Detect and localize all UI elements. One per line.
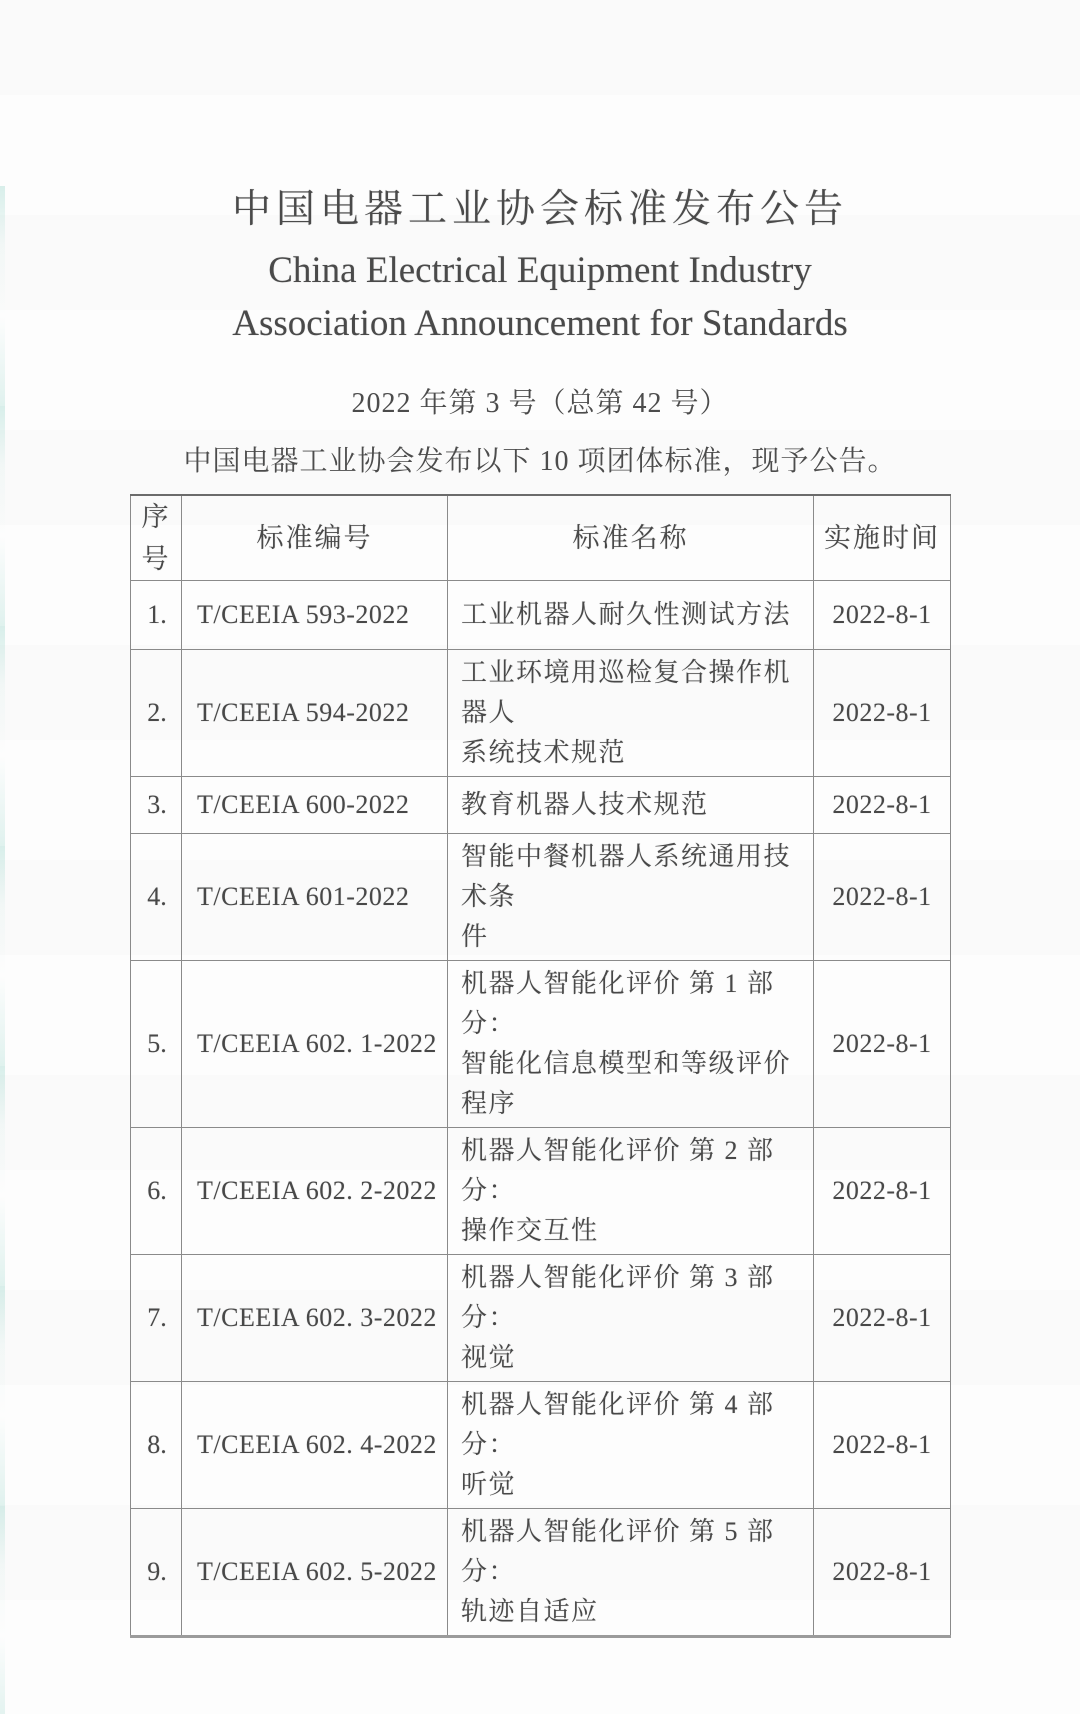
cell-standard-name: 机器人智能化评价 第 1 部分： 智能化信息模型和等级评价程序 xyxy=(448,961,814,1128)
table-row xyxy=(131,1382,951,1509)
header-cell-implementation-date: 实施时间 xyxy=(814,495,951,581)
table-row xyxy=(131,834,951,961)
cell-standard-name: 机器人智能化评价 第 2 部分： 操作交互性 xyxy=(448,1128,814,1255)
cell-implementation-date: 2022-8-1 xyxy=(814,1255,951,1382)
cell-index: 2. xyxy=(131,650,182,777)
table-row xyxy=(131,581,951,650)
document-page xyxy=(0,186,1080,1638)
cell-standard-name: 智能中餐机器人系统通用技术条 件 xyxy=(448,834,814,961)
cell-standard-code: T/CEEIA 600-2022 xyxy=(182,777,448,834)
cell-standard-code: T/CEEIA 602. 4-2022 xyxy=(182,1382,448,1509)
cell-implementation-date: 2022-8-1 xyxy=(814,1128,951,1255)
cell-implementation-date: 2022-8-1 xyxy=(814,834,951,961)
cell-standard-code: T/CEEIA 593-2022 xyxy=(182,581,448,650)
cell-implementation-date: 2022-8-1 xyxy=(814,961,951,1128)
table-header-row xyxy=(131,495,951,581)
table-row xyxy=(131,1128,951,1255)
page-title-english xyxy=(0,244,1080,350)
cell-standard-name: 教育机器人技术规范 xyxy=(448,777,814,834)
intro-paragraph: 中国电器工业协会发布以下 10 项团体标准，现予公告。 xyxy=(183,446,897,477)
table-row xyxy=(131,1255,951,1382)
cell-implementation-date: 2022-8-1 xyxy=(814,1509,951,1637)
cell-standard-name: 机器人智能化评价 第 4 部分： 听觉 xyxy=(448,1382,814,1509)
standards-table xyxy=(130,494,951,1638)
cell-standard-name: 工业环境用巡检复合操作机器人 系统技术规范 xyxy=(448,650,814,777)
standards-table-body xyxy=(131,581,951,1637)
cell-index: 4. xyxy=(131,834,182,961)
cell-standard-code: T/CEEIA 602. 2-2022 xyxy=(182,1128,448,1255)
header-cell-standard-name: 标准名称 xyxy=(448,495,814,581)
cell-standard-name: 机器人智能化评价 第 5 部分： 轨迹自适应 xyxy=(448,1509,814,1637)
cell-index: 6. xyxy=(131,1128,182,1255)
cell-standard-name: 机器人智能化评价 第 3 部分： 视觉 xyxy=(448,1255,814,1382)
cell-standard-code: T/CEEIA 602. 1-2022 xyxy=(182,961,448,1128)
page-title-chinese: 中国电器工业协会标准发布公告 xyxy=(231,188,848,231)
header-cell-standard-code: 标准编号 xyxy=(182,495,448,581)
cell-standard-name: 工业机器人耐久性测试方法 xyxy=(448,581,814,650)
cell-index: 5. xyxy=(131,961,182,1128)
cell-index: 8. xyxy=(131,1382,182,1509)
cell-standard-code: T/CEEIA 602. 5-2022 xyxy=(182,1509,448,1637)
table-row xyxy=(131,777,951,834)
header-cell-index: 序号 xyxy=(131,495,182,581)
cell-standard-code: T/CEEIA 601-2022 xyxy=(182,834,448,961)
cell-standard-code: T/CEEIA 602. 3-2022 xyxy=(182,1255,448,1382)
table-row xyxy=(131,650,951,777)
standards-table-header xyxy=(131,495,951,581)
cell-implementation-date: 2022-8-1 xyxy=(814,1382,951,1509)
page-title-english-line1: China Electrical Equipment Industry xyxy=(268,250,812,291)
table-row xyxy=(131,961,951,1128)
cell-implementation-date: 2022-8-1 xyxy=(814,777,951,834)
page-title-english-line2: Association Announcement for Standards xyxy=(232,303,848,344)
cell-index: 1. xyxy=(131,581,182,650)
cell-implementation-date: 2022-8-1 xyxy=(814,581,951,650)
cell-index: 7. xyxy=(131,1255,182,1382)
cell-index: 3. xyxy=(131,777,182,834)
cell-standard-code: T/CEEIA 594-2022 xyxy=(182,650,448,777)
cell-implementation-date: 2022-8-1 xyxy=(814,650,951,777)
cell-index: 9. xyxy=(131,1509,182,1637)
issue-number-line: 2022 年第 3 号（总第 42 号） xyxy=(351,388,729,419)
